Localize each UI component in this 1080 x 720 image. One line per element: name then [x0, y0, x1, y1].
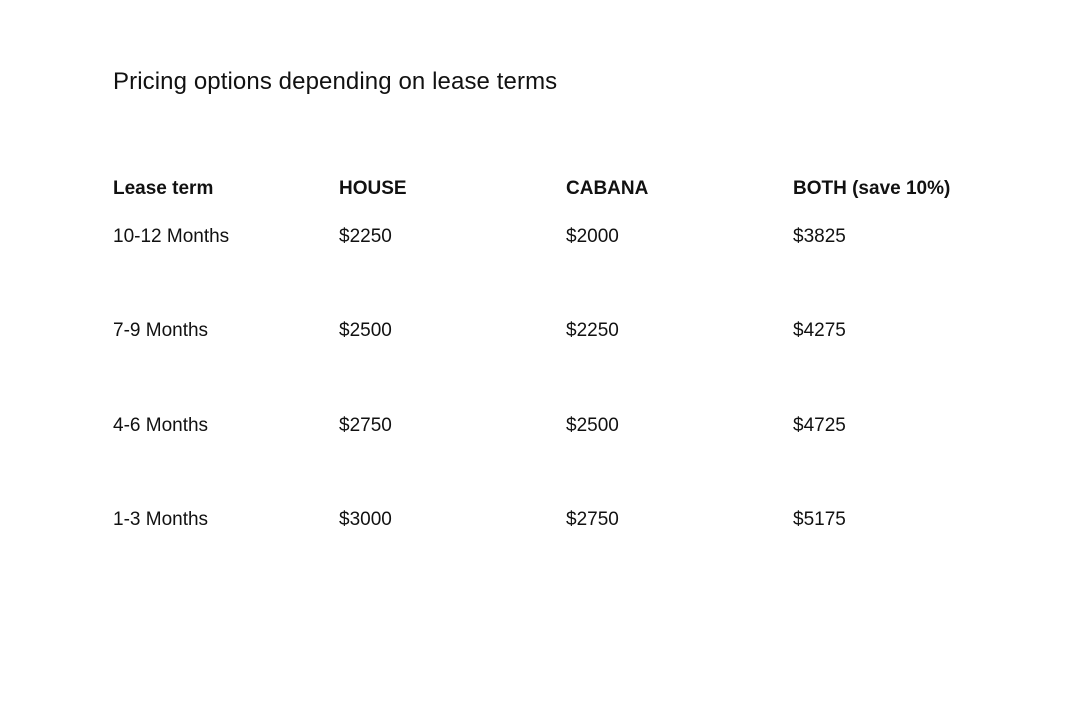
header-both: BOTH (save 10%) — [793, 178, 951, 199]
header-lease-term: Lease term — [113, 178, 214, 199]
table-row — [113, 507, 1013, 533]
lease-term-cell: 4-6 Months — [113, 415, 209, 436]
house-price-cell: $3000 — [339, 509, 392, 530]
table-row — [113, 224, 1013, 250]
both-price-cell: $4275 — [793, 320, 846, 341]
house-price-cell: $2750 — [339, 415, 392, 436]
both-price-cell: $5175 — [793, 509, 846, 530]
header-cabana: CABANA — [566, 178, 649, 199]
cabana-price-cell: $2000 — [566, 226, 619, 247]
house-price-cell: $2250 — [339, 226, 392, 247]
both-price-cell: $4725 — [793, 415, 846, 436]
table-row — [113, 413, 1013, 439]
cabana-price-cell: $2250 — [566, 320, 619, 341]
lease-term-cell: 1-3 Months — [113, 509, 209, 530]
table-header-row — [113, 176, 1013, 202]
page-title: Pricing options depending on lease terms — [113, 68, 558, 95]
lease-term-cell: 7-9 Months — [113, 320, 209, 341]
house-price-cell: $2500 — [339, 320, 392, 341]
lease-term-cell: 10-12 Months — [113, 226, 230, 247]
header-house: HOUSE — [339, 178, 407, 199]
both-price-cell: $3825 — [793, 226, 846, 247]
cabana-price-cell: $2500 — [566, 415, 619, 436]
cabana-price-cell: $2750 — [566, 509, 619, 530]
table-row — [113, 318, 1013, 344]
